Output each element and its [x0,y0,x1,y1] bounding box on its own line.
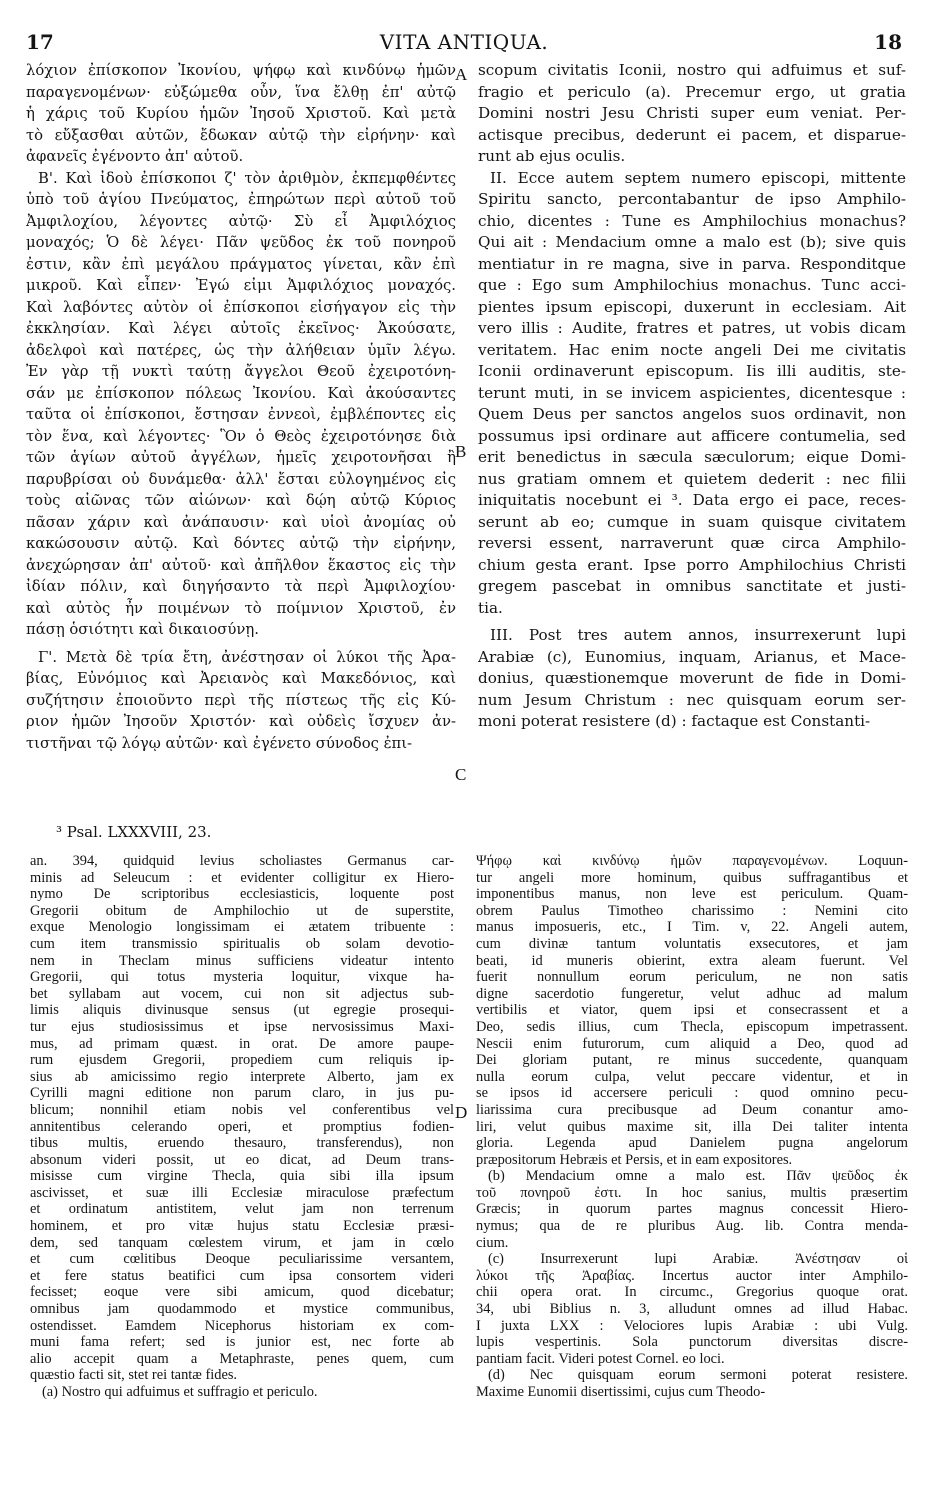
latin-text-line: reversi essent, narraverunt quæ circa Amphilo- [478,534,906,552]
note-line: muni fama refert; sed is junior est, nec forte ab [30,1334,454,1351]
note-line: bet syllabam aut vocem, cui non sit adjectus sub- [30,985,454,1002]
greek-text-line: ἀδελφοὶ καὶ πατέρες, ὡς τὴν ἀλήθειαν ὑμῖν λέγω. [26,341,456,359]
note-line: imponentibus manus, non leve est periculum. Quam- [476,886,908,903]
note-line: lupis vespertinis. Sola punctorum diversitas discre- [476,1334,908,1351]
note-line: fecisset; eoque vere sibi amicum, quod dicebatur; [30,1284,454,1301]
greek-text-line: πᾶσαν χάριν καὶ ἀνάπαυσιν· καὶ υἱοὶ ἀνομίας οὐ [26,513,456,531]
latin-text-line: runt ab ejus oculis. [478,147,626,165]
note-line: Cyrilli magni editione non parum claro, in jus pu- [30,1085,454,1102]
note-line: absonum videri possit, ut eo dicat, ad Deum trans- [30,1151,454,1168]
latin-text-line: fragio et periculo (a). Precemur ergo, ut gratia [478,82,906,101]
note-line: liri, velut quibus maxime sit, illa Dei taliter intenta [476,1118,908,1135]
note-line: digne sacerdotio fungeretur, velut adhuc ad malum [476,985,908,1002]
greek-text-line: πάσῃ ὁσιότητι καὶ δικαιοσύνῃ. [26,621,259,638]
greek-text-line: τῶν ἁγίων αὐτοῦ ἀγγέλων, ἡμεῖς χειροτονῆσαι ἢ [26,449,456,466]
greek-text-line: ταῦτα οἱ ἐπίσκοποι, ἔστησαν ἐννεοὶ, ἐμβλέποντες εἰς [26,406,456,423]
greek-text-line: τιστῆναι τῷ λόγῳ αὐτῶν· καὶ ἐγένετο σύνοδος ἐπι- [26,734,413,752]
note-line: nem in Theclam minus sufficiens videatur intento [30,952,454,969]
note-line: I juxta LXX : Velociores lupis Arabiæ : ubi Vulg. [476,1317,908,1334]
note-line: cum divinæ tantum voluntatis exsecutores, et jam [476,935,908,952]
latin-text-line: possumus ipsi ordinare aut afficere contumelia, sed [478,426,906,445]
note-line: pantiam facit. Videri potest Cornel. eo loci. [476,1350,725,1367]
greek-text-line: μοναχός; Ὁ δὲ λέγει· Πᾶν ψεῦδος ἐκ τοῦ πονηροῦ [26,234,456,251]
latin-text-line: Arabiæ (c), Eunomius, inquam, Arianus, et Mace- [478,647,906,666]
latin-text-column [478,60,906,733]
note-line: et fere status beatifici cum ipsa consortem videri [30,1267,454,1284]
greek-text-line: μικροῦ. Καὶ εἶπεν· Ἐγώ εἰμι Ἀμφιλόχιος μοναχός. [26,277,456,294]
note-line: manus imposueris, etc., I Tim. v, 22. Angeli autem, [476,919,908,936]
greek-text-line: τὸ εὔξασθαι αὐτῶν, ἔδωκαν αὐτῷ τὴν εἰρήνην· καὶ [26,126,456,144]
notes-left-column [30,853,454,1401]
note-line: Gregorii, qui totus mysteria loquitur, vixque ha- [30,969,454,986]
note-line: tibus multis, eruendo thesauro, transferendus), non [30,1135,454,1152]
latin-text-line: Spiritu sancto, percontabantur de ipso Amphilo- [478,190,906,208]
margin-letter-b: B [455,442,467,461]
greek-text-line: ἀνεχώρησαν ἀπ' αὐτοῦ· καὶ ἀπῆλθον ἕκαστος εἰς τὴν [26,556,456,574]
note-line: Græcis; in quorum partes magnus concessit Hiero- [476,1201,908,1218]
note-line: Deo, sedis illius, cum Thecla, episcopum impetrassent. [476,1018,908,1035]
latin-text-line: serunt ab eo; cumque in suam quisque civitatem [478,512,906,531]
greek-text-line: συζήτησιν ἐποιοῦντο περὶ τῆς πίστεως τῆς εἰς Κύ- [26,691,456,709]
latin-text-line: gregem pascebat in omnibus sanctitate et justi- [478,577,906,595]
note-line: et cum cœlitibus Deoque peculiarissime versantem, [30,1251,454,1268]
note-line: exque Menologio longissimam ei ætatem tribuente : [30,919,454,936]
note-line: annitentibus celerando operi, et promptius fodien- [30,1118,454,1135]
latin-text-line: mentiatur in re magna, sive in parva. Responditque [478,254,906,273]
latin-text-line: tia. [478,598,503,617]
latin-text-line: erit benedictus in sæcula sæculorum; eique Domi- [478,448,906,466]
note-line: alio accepit quam a Metaphraste, penes quem, cum [30,1350,454,1367]
latin-text-line: moni poterat resistere (d) : factaque est Constanti- [478,712,871,730]
greek-text-line: ἀφανεῖς ἐγένοντο ἀπ' αὐτοῦ. [26,148,244,165]
note-line: limis aliquis divinusque sensus (ut egregie prosequi- [30,1002,454,1019]
greek-text-line: λόχιον ἐπίσκοπον Ἰκονίου, ψήφῳ καὶ κινδύνῳ ἡμῶν [26,62,456,79]
note-line: vertibilis et viator, quem ipsi et consecrassent et a [476,1002,908,1019]
latin-text-line: Iconii ordinaverunt episcopum. Iis illi auditis, ste- [478,362,906,380]
note-line: hominem, et pro vitæ hujus statu Ecclesiæ præsi- [30,1218,454,1235]
margin-letter-d: D [455,1103,468,1122]
note-line: ascivisset, et suæ illi Ecclesiæ miraculose præfectum [30,1184,454,1201]
latin-text-line: pientes ipsum episcopi, duxerunt in ecclesiam. Ait [478,297,906,316]
greek-text-line: Ἀμφιλοχίου, λέγοντες αὐτῷ· Σὺ εἶ Ἀμφιλόχιος [26,212,456,230]
note-line: misisse cum virgine Thecla, quia sibi illa ipsum [30,1168,454,1185]
greek-text-line: παρυβρίσαι οὐ δυνάμεθα· ἀλλ' ἔσται εὐλογημένος εἰς [26,470,456,488]
greek-text-line: σάν με ἐπίσκοπον πόλεως Ἰκονίου. Καὶ ἀκούσαντες [26,384,456,402]
note-line: liarissima cura precibusque ad Deum conantur amo- [476,1101,908,1118]
note-line: præpositorum Hebræis et Persis, et in eam expositores. [476,1151,793,1168]
note-line: quæstio facti sit, stet rei tantæ fides. [30,1367,238,1384]
greek-text-line: ἰδίαν πόλιν, καὶ διηγήσαντο τὰ περὶ Ἀμφιλοχίου· [26,578,456,595]
note-line: rum ejusdem Gregorii, propediem cum reliquis ip- [30,1052,454,1069]
note-line: Gregorii obitum de Amphilochio ut de superstite, [30,902,454,919]
latin-text-line: vero illis : Audite, fratres et patres, ut vobis dicam [478,319,906,337]
scripture-footnote: ³ Psal. LXXXVIII, 23. [56,823,212,841]
greek-text-line: Γ'. Μετὰ δὲ τρία ἔτη, ἀνέστησαν οἱ λύκοι τῆς Ἀρα- [38,648,456,666]
greek-text-line: Β'. Καὶ ἰδοὺ ἐπίσκοποι ζ' τὸν ἀριθμὸν, ἐκπεμφθέντες [38,169,456,187]
note-line: et ordinatum antistitem, velut jam non terrenum [30,1201,454,1218]
latin-text-line: donius, quæstionemque moverunt de fide in Domi- [478,669,906,687]
greek-text-line: ἐστιν, κἂν ἐπὶ μεγάλου πράγματος γίνεται, κἂν ἐπὶ [26,255,456,273]
greek-text-line: Καὶ λαβόντες αὐτὸν οἱ ἐπίσκοποι εἰσήγαγον εἰς τὴν [26,298,456,316]
greek-text-line: ριον ἡμῶν Ἰησοῦν Χριστόν· καὶ οὐδεὶς ἴσχυεν ἀν- [26,713,456,730]
running-title: VITA ANTIQUA. [379,30,549,54]
note-line: Ψήφῳ καὶ κινδύνῳ ἡμῶν παραγενομένων. Loquun- [476,853,908,869]
latin-text-line: actisque precibus, dederunt ei pacem, et disparue- [478,125,906,144]
latin-text-line: scopum civitatis Iconii, nostro qui adfuimus et suf- [478,61,906,79]
note-line: Dei gloriam putant, re minus succedente, quanquam [476,1052,908,1069]
latin-text-line: chio, dicentes : Tune es Amphilochius monachus? [478,211,906,230]
greek-text-line: ὑπὸ τοῦ ἁγίου Πνεύματος, ἐπηρώτων περὶ αὐτοῦ τοῦ [26,191,456,208]
note-line: se ipsos id accersere periculi : quod omnino pecu- [476,1085,908,1102]
note-line: nulla eorum culpa, velut peccare videntur, et in [476,1068,908,1085]
latin-text-line: que : Ego sum Amphilochius monachus. Tunc acci- [478,276,906,294]
note-line: tur angeli more hominum, quibus suffragantibus et [476,869,908,886]
note-line: τοῦ πονηροῦ ἐστι. In hoc sanius, multis præsertim [476,1184,908,1201]
note-line: λύκοι τῆς Ἀραβίας. Incertus auctor inter Amphilo- [476,1267,908,1284]
note-line: chii opera orat. In circumc., Gregorius quoque orat. [476,1284,908,1301]
note-line: fuerit nonnullum eorum periculum, ne non satis [476,969,908,986]
margin-letter-c: C [455,765,467,784]
note-line: dem, sed tanquam cœlestem virum, et jam in cœlo [30,1234,454,1251]
note-line: ostendisset. Eamdem Nicephorus historiam ex com- [30,1317,454,1334]
greek-text-line: παραγενομένων· εὐξώμεθα οὖν, ἵνα ἔλθῃ ἐπ' αὐτῷ [26,83,456,101]
latin-text-line: chium gesta erant. Ipse porro Amphilochius Christi [478,555,906,574]
note-line: beati, id muneris obierint, extra aleam fuerunt. Vel [476,952,908,969]
greek-text-line: Ἐν γὰρ τῇ νυκτὶ ταύτῃ ἄγγελοι Θεοῦ ἐχειροτόνη- [26,363,456,380]
note-line: 34, ubi Biblius n. 3, alludunt omnes ad illud Habac. [476,1301,908,1318]
margin-letter-a: A [455,65,468,84]
latin-text-line: nus gratiam omnem et quietem dederit : nec filii [478,469,906,488]
latin-text-line: III. Post tres autem annos, insurrexerunt lupi [490,626,906,644]
greek-text-line: τὸν ἕνα, καὶ λέγοντες· Ὃν ὁ Θεὸς ἐχειροτόνησε διὰ [26,427,456,445]
latin-text-line: num Jesum Christum : nec quisquam eorum ser- [478,690,906,709]
note-line: mus, ad primam quæst. in orat. De amore paupe- [30,1035,454,1052]
page-number-left: 17 [26,30,54,54]
note-line: blicum; nonnihil etiam nobis vel conferentibus vel [30,1101,454,1118]
greek-text-line: βίας, Εὐνόμιος καὶ Ἀρειανὸς καὶ Μακεδόνιος, καὶ [26,670,456,687]
page-header [26,30,902,56]
note-line: nymus; qua de re pluribus Aug. lib. Contra menda- [476,1218,908,1235]
note-line: (c) Insurrexerunt lupi Arabiæ. Ἀνέστησαν οἱ [488,1251,908,1268]
note-line: Maxime Eunomii disertissimi, cujus cum Theodo- [476,1384,766,1400]
latin-text-line: iniquitatis nocebunt ei ³. Data ergo ei pace, reces- [478,491,906,509]
note-line: tur ejus studiosissimus et ipse nervosissimus Maxi- [30,1018,454,1035]
note-line: minis ad Seleucum : et evidenter colligitur ex Hiero- [30,869,454,886]
greek-text-line: καὶ αὐτὸς ἦν ποιμένων τὸ ποίμνιον Χριστοῦ, ἐν [26,599,456,617]
note-line: (a) Nostro qui adfuimus et suffragio et periculo. [42,1384,318,1400]
note-line: nymo De scriptoribus ecclesiasticis, loquente post [30,886,454,903]
note-line: (b) Mendacium omne a malo est. Πᾶν ψεῦδος ἐκ [488,1168,908,1185]
greek-text-line: κακώσουσιν αὐτῷ. Καὶ δόντες αὐτῷ τὴν εἰρήνην, [26,535,456,552]
note-line: cum item transmissio spiritualis ob solam devotio- [30,935,454,952]
latin-text-line: II. Ecce autem septem numero episcopi, mittente [490,168,906,187]
latin-text-line: Domini nostri Jesu Christi super eum veniat. Per- [478,104,906,122]
note-line: gloria. Legenda apud Danielem pugna angelorum [476,1135,908,1152]
page-number-right: 18 [874,30,902,54]
note-line: an. 394, quidquid levius scholiastes Germanus car- [30,853,454,869]
greek-text-line: ἡ χάρις τοῦ Κυρίου ἡμῶν Ἰησοῦ Χριστοῦ. Καὶ μετὰ [26,105,456,122]
greek-text-column [26,60,456,754]
latin-text-line: veritatem. Hac enim nocte angeli Dei me civitatis [478,340,906,359]
note-line: (d) Nec quisquam eorum sermoni poterat resistere. [488,1367,908,1384]
greek-text-line: τοὺς αἰῶνας τῶν αἰώνων· καὶ δῴη αὐτῷ Κύριος [26,492,456,509]
note-line: sius ab amicissimo regio interprete Alberto, jam ex [30,1068,454,1085]
note-line: Nescii enim futurorum, cum aliquid a Deo, quod ad [476,1035,908,1052]
latin-text-line: Qui ait : Mendacium omne a malo est (b); sive quis [478,233,906,251]
note-line: cium. [476,1234,509,1251]
greek-text-line: ἐκκλησίαν. Καὶ λέγει αὐτοῖς ἐκεῖνος· Ἀκούσατε, [26,320,456,337]
notes-right-column [476,853,908,1401]
latin-text-line: terunt muti, in se invicem aspicientes, dicentesque : [478,383,906,402]
note-line: obrem Paulus Timotheo charissimo : Nemini cito [476,902,908,919]
note-line: omnibus jam quodammodo et mystice communibus, [30,1301,454,1318]
latin-text-line: Quem Deus per sanctos angelos suos ordinavit, non [478,405,906,423]
